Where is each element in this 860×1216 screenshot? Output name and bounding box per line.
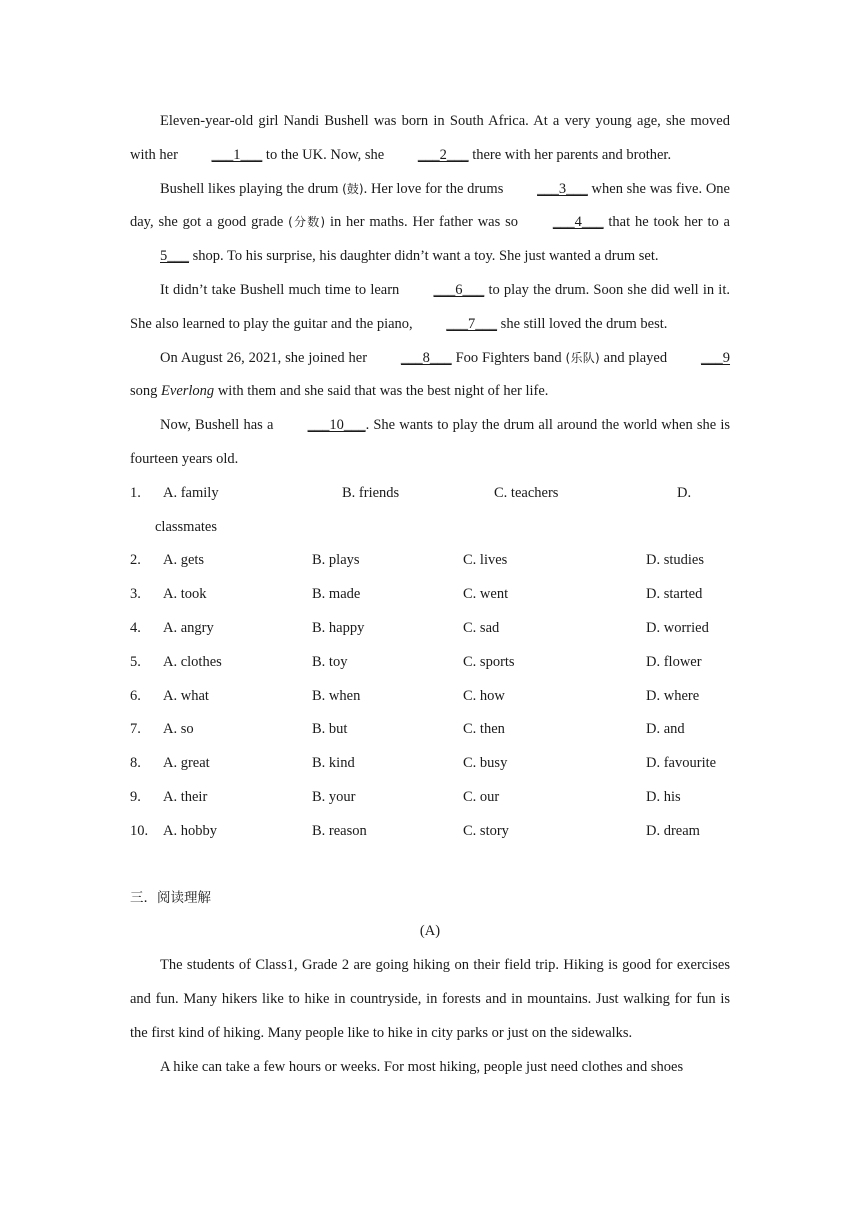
text: she still loved the drum best. <box>497 315 668 332</box>
question-number: 2. <box>130 552 141 569</box>
text: It didn’t take Bushell much time to learn <box>160 281 404 298</box>
question-number: 9. <box>130 788 141 805</box>
text: . Her love for the drums <box>363 180 508 197</box>
option-a: A. clothes <box>163 653 222 670</box>
blank-6: ___6___ <box>433 281 485 298</box>
text: song <box>130 383 162 400</box>
option-a: A. took <box>163 586 207 603</box>
option-row-1 <box>130 477 730 511</box>
question-number: 10. <box>130 822 149 839</box>
page-content <box>130 105 730 1084</box>
text: Eleven-year-old girl Nandi Bushell was born in South Africa. At a very young age, she moved with her <box>130 113 730 163</box>
blank-8: ___8___ <box>400 349 452 366</box>
option-d: D. worried <box>646 619 709 636</box>
option-a: A. their <box>163 788 208 805</box>
gloss: (分数) <box>288 215 326 230</box>
option-c: C. went <box>463 586 509 603</box>
option-b: B. reason <box>312 822 367 839</box>
option-c: C. then <box>463 721 505 738</box>
cloze-paragraph-3 <box>130 274 730 342</box>
option-d: D. where <box>646 687 700 704</box>
option-d: D. flower <box>646 653 702 670</box>
question-number: 7. <box>130 721 141 738</box>
option-row-9 <box>130 781 730 815</box>
option-d-wrap: classmates <box>155 518 218 535</box>
option-row-8 <box>130 747 730 781</box>
option-b: B. plays <box>312 552 360 569</box>
blank-4: ___4___ <box>552 214 604 231</box>
text: to play the drum. Soon she did well in it. She also learned to play the guitar and the piano, <box>130 281 730 332</box>
option-d: D. his <box>646 788 681 805</box>
option-b: B. friends <box>342 484 400 501</box>
option-a: A. so <box>163 721 194 738</box>
text: in her maths. Her father was so <box>325 214 523 231</box>
text: and played <box>599 349 672 366</box>
option-b: B. made <box>312 586 361 603</box>
option-d: D. started <box>646 586 703 603</box>
option-a: A. angry <box>163 619 214 636</box>
option-d: D. studies <box>646 552 704 569</box>
question-number: 6. <box>130 687 141 704</box>
option-d: D. dream <box>646 822 700 839</box>
blank-5: 5___ <box>160 248 189 265</box>
option-a: A. family <box>163 484 219 501</box>
song-title: Everlong <box>161 383 215 400</box>
option-row-4 <box>130 612 730 646</box>
blank-3: ___3___ <box>537 180 588 197</box>
cloze-options <box>130 477 730 849</box>
text: there with her parents and brother. <box>468 146 672 163</box>
option-c: C. how <box>463 687 505 704</box>
option-row-3 <box>130 578 730 612</box>
option-a: A. hobby <box>163 822 217 839</box>
option-c: C. teachers <box>494 484 559 501</box>
gloss: (乐队) <box>565 350 600 365</box>
text: to the UK. Now, she <box>262 146 388 163</box>
text: that he took her to a <box>603 214 730 231</box>
option-c: C. lives <box>463 552 508 569</box>
question-number: 5. <box>130 653 141 670</box>
option-c: C. sad <box>463 619 500 636</box>
cloze-paragraph-4 <box>130 342 730 410</box>
text: Bushell likes playing the drum <box>160 180 343 197</box>
option-d: D. and <box>646 721 685 738</box>
blank-7: ___7___ <box>446 315 498 332</box>
option-c: C. sports <box>463 653 515 670</box>
option-b: B. your <box>312 788 356 805</box>
option-row-5 <box>130 646 730 680</box>
blank-1: ___1___ <box>211 146 263 163</box>
option-a: A. great <box>163 755 210 772</box>
text: Now, Bushell has a <box>160 417 278 434</box>
option-c: C. busy <box>463 755 508 772</box>
blank-9: ___9 <box>701 349 731 366</box>
question-number: 3. <box>130 586 141 603</box>
text: when she was five. One day, she got a good grade <box>130 180 730 231</box>
text: shop. To his surprise, his daughter didn’t want a toy. She just wanted a drum set. <box>189 248 659 265</box>
option-a: A. gets <box>163 552 205 569</box>
option-row-10 <box>130 815 730 849</box>
question-number: 1. <box>130 484 141 501</box>
cloze-paragraph-1 <box>130 105 730 173</box>
option-b: B. kind <box>312 755 355 772</box>
option-b: B. when <box>312 687 361 704</box>
text: . She wants to play the drum all around the world when she is fourteen years old. <box>130 417 730 467</box>
option-b: B. but <box>312 721 348 738</box>
option-d: D. favourite <box>646 755 717 772</box>
reading-paragraph-2: A hike can take a few hours or weeks. For most hiking, people just need clothes and shoes <box>160 1058 684 1075</box>
option-row-6 <box>130 680 730 714</box>
text: On August 26, 2021, she joined her <box>160 349 371 366</box>
option-c: C. story <box>463 822 509 839</box>
section-title: 三．阅读理解 <box>130 889 211 906</box>
option-b: B. happy <box>312 619 365 636</box>
subsection-label: (A) <box>419 923 441 940</box>
option-c: C. our <box>463 788 500 805</box>
text: with them and she said that was the best night of her life. <box>214 383 549 400</box>
cloze-paragraph-2 <box>130 173 730 274</box>
blank-10: ___10___ <box>307 417 366 434</box>
option-row-7 <box>130 713 730 747</box>
option-d: D. <box>677 484 692 501</box>
option-b: B. toy <box>312 653 348 670</box>
reading-paragraph-1: The students of Class1, Grade 2 are going hiking on their field trip. Hiking is good for exercises and fun. Many hikers like to hike in countryside, in forests and in mountains. Just walking for fun is the first kind of hiking. Many people like to hike in city parks or just on the sidewalks. <box>130 957 730 1041</box>
option-a: A. what <box>163 687 209 704</box>
gloss: (鼓) <box>342 181 364 196</box>
cloze-paragraph-5 <box>130 409 730 477</box>
question-number: 8. <box>130 755 141 772</box>
option-row-2 <box>130 544 730 578</box>
blank-2: ___2___ <box>417 146 469 163</box>
question-number: 4. <box>130 619 141 636</box>
text: Foo Fighters band <box>451 349 566 366</box>
